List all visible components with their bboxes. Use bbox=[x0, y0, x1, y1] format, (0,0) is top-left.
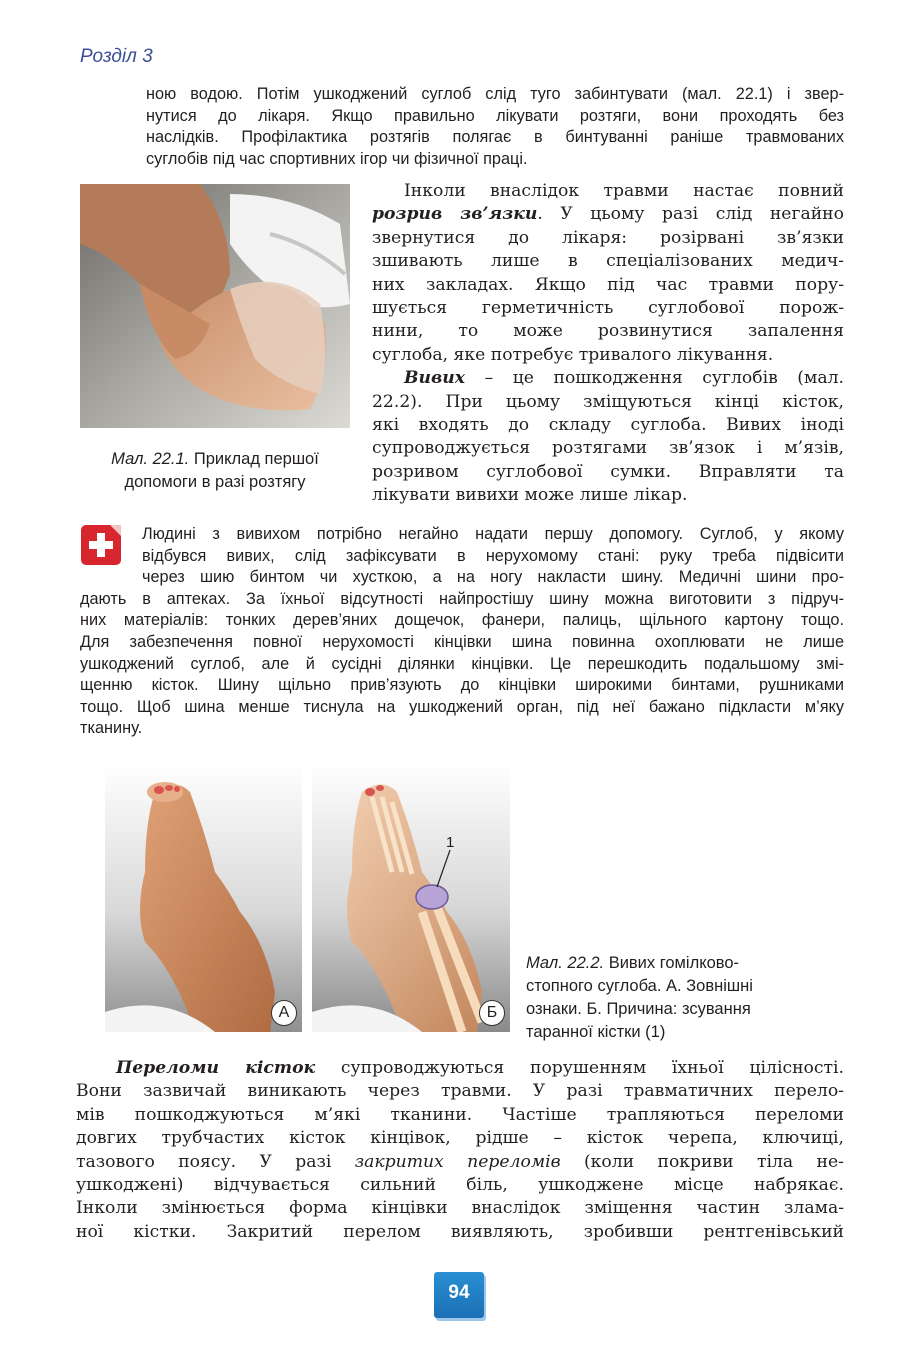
text-line: через шию бинтом чи хусткою, а на ногу накласти шину. Медичні шини про- bbox=[142, 568, 844, 587]
text-line: розривом суглобової сумки. Вправляти та bbox=[372, 461, 844, 482]
page-number: 94 bbox=[448, 1282, 470, 1303]
text-line: Для забезпечення повної нерухомості кінцівки шина повинна охоплювати не лише bbox=[80, 632, 844, 651]
panel-b-marker: Б bbox=[479, 1000, 505, 1026]
text-line: ушкоджені) відчувається сильний біль, ушкоджене місце набрякає. bbox=[76, 1175, 844, 1196]
term-dislocation: Вивих bbox=[404, 368, 466, 389]
text-line: Людині з вивихом потрібно негайно надати першу допомогу. Суглоб, у якому bbox=[142, 525, 844, 543]
ankle-skeleton-image bbox=[312, 762, 510, 1032]
text-line: тканину. bbox=[80, 719, 143, 738]
text-line: них закладах. Якщо під час травми пору- bbox=[372, 274, 844, 295]
figure-label: Мал. 22.1. bbox=[111, 450, 190, 468]
text-line: мів пошкоджуються м’які тканини. Частіше трапляються переломи bbox=[76, 1104, 844, 1125]
caption-text: ознаки. Б. Причина: зсування bbox=[526, 1000, 751, 1018]
panel-a-marker: А bbox=[271, 1000, 297, 1026]
figure-22-1-photo bbox=[80, 184, 350, 428]
term-fractures: Переломи кісток bbox=[116, 1058, 316, 1078]
figure-22-2-panel-a bbox=[105, 762, 302, 1032]
text-line: супроводжується розтягами зв’язок і м’язів, bbox=[372, 438, 844, 459]
talus-pointer-label: 1 bbox=[446, 834, 455, 851]
text-line: . У цьому разі слід негайно bbox=[537, 204, 844, 225]
text-line: щенню кісток. Шину щільно прив’язують до кінцівки широкими бинтами, рушниками bbox=[80, 676, 844, 695]
dislocation-paragraph bbox=[372, 367, 844, 390]
caption-text: таранної кістки (1) bbox=[526, 1023, 666, 1041]
bandaging-foot-image bbox=[80, 184, 350, 428]
intro-paragraph bbox=[146, 84, 844, 170]
text-line: тощо. Щоб шина менше тиснула на ушкоджений орган, під неї бажано підкласти м’яку bbox=[80, 697, 844, 716]
text-line: 22.2). При цьому зміщуються кінці кісток, bbox=[372, 391, 844, 412]
caption-text: Приклад першої bbox=[193, 450, 319, 468]
figure-22-2-caption bbox=[526, 952, 826, 1044]
term-closed-fractures: закритих переломів bbox=[354, 1151, 561, 1172]
figure-22-2-panel-b bbox=[312, 762, 510, 1032]
text-line: них матеріалів: тонких дерев’яних дощечок, фанери, палиць, щільного картону тощо. bbox=[80, 611, 844, 630]
intro-line: ною водою. Потім ушкоджений суглоб слід туго забинтувати (мал. 22.1) і звер- bbox=[146, 85, 844, 103]
text-line: лікувати вивихи може лише лікар. bbox=[372, 485, 688, 506]
text-line: нини, то може розвинутися запалення bbox=[372, 321, 844, 342]
section-label: Розділ 3 bbox=[80, 46, 153, 67]
text-line: Інколи внаслідок травми настає повний bbox=[404, 181, 844, 201]
intro-line: нутися до лікаря. Якщо правильно лікувати розтяги, вони проходять без bbox=[146, 106, 844, 125]
text-line: супроводжуються порушенням їхньої цілісності. bbox=[315, 1058, 844, 1078]
ligament-rupture-paragraph bbox=[372, 180, 844, 508]
text-line: звернутися до лікаря: розірвані зв’язки bbox=[372, 227, 844, 248]
text-line: (коли покриви тіла не- bbox=[560, 1151, 844, 1172]
term-ligament-rupture: розрив зв’язки bbox=[372, 204, 538, 225]
fractures-paragraph bbox=[76, 1057, 844, 1244]
page-number-badge bbox=[434, 1272, 484, 1318]
caption-text: Вивих гомілково- bbox=[608, 954, 740, 972]
first-aid-paragraph bbox=[80, 524, 844, 740]
text-line: суглоба, яке потребує тривалого лікування. bbox=[372, 344, 774, 365]
text-line: дають в аптеках. За їхньої відсутності найпростішу шину можна виготовити з підруч- bbox=[80, 589, 844, 608]
ankle-external-image bbox=[105, 762, 302, 1032]
figure-22-1-caption bbox=[80, 448, 350, 494]
text-line: довгих трубчастих кісток кінцівок, рідше – кісток черепа, ключиці, bbox=[76, 1128, 844, 1149]
text-line: Інколи змінюється форма кінцівки внаслідок зміщення частин злама- bbox=[76, 1198, 844, 1219]
intro-line: суглобів під час спортивних ігор чи фізичної праці. bbox=[146, 149, 528, 168]
text-line: ної кістки. Закритий перелом виявляють, зробивши рентгенівський bbox=[76, 1221, 844, 1242]
figure-label: Мал. 22.2. bbox=[526, 954, 605, 972]
intro-line: наслідків. Профілактика розтягів полягає в бинтуванні раніше травмованих bbox=[146, 128, 844, 147]
text-line: Вони зазвичай виникають через травми. У разі травматичних перело- bbox=[76, 1081, 844, 1102]
text-line: відбувся вивих, слід зафіксувати в нерухомому стані: руку треба підвісити bbox=[142, 546, 844, 565]
caption-text: стопного суглоба. А. Зовнішні bbox=[526, 977, 753, 995]
text-line: шується герметичність суглобової порож- bbox=[372, 298, 844, 319]
text-line: – це пошкодження суглобів (мал. bbox=[465, 368, 844, 389]
text-line: тазового поясу. У разі bbox=[76, 1151, 355, 1172]
text-line: зшивають лише в спеціалізованих медич- bbox=[372, 251, 844, 272]
text-line: які входять до складу суглоба. Вивих іноді bbox=[372, 415, 844, 436]
text-line: ушкоджений суглоб, але й сусідні ділянки кінцівки. Це перешкодить подальшому змі- bbox=[80, 654, 844, 673]
caption-text: допомоги в разі розтягу bbox=[124, 473, 306, 491]
